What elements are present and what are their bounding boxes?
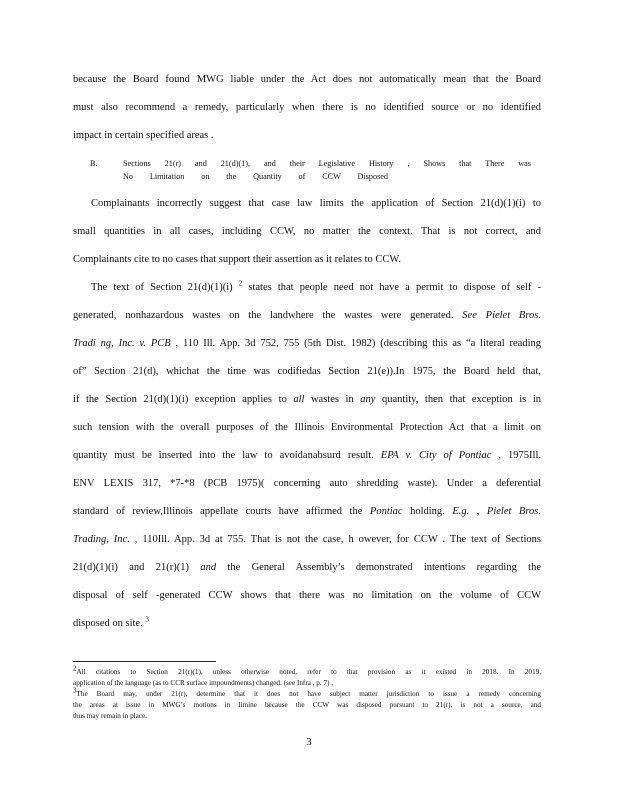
text-line-7: quantity must be inserted into the law to avoidanabsurd result. EPA v. City of Pontiac , 1975Ill. — [73, 450, 541, 461]
footnote-3-line-3: thus may remain in place. — [73, 712, 148, 720]
text-line-1: The text of Section 21(d)(1)(i) $^2$ states that people need not have a permit to dispose of self - — [91, 279, 541, 293]
section-heading-line-2: No Limitation on the Quantity of CCW Disposed — [123, 172, 388, 181]
footnote-2-line-1: $^2$All citations to Section 21(r)(1), unless otherwise noted, refer to that provision as it existed in 2018. In 2019, — [73, 664, 541, 676]
text-line-4: of” Section 21(d), whichat the time was codifiedas Section 21(e)).In 1975, the Board held that, — [73, 366, 541, 377]
text-line-10: Trading, Inc. , 110Ill. App. 3d at 755. That is not the case, h owever, for CCW . The text of Sections — [73, 534, 541, 545]
page-number: 3 — [306, 736, 312, 748]
text-line-8: ENV LEXIS 317, *7-*8 (PCB 1975)( concerning auto shredding waste). Under a deferential — [73, 478, 541, 489]
intro-line-1: because the Board found MWG liable under the Act does not automatically mean that the Board — [73, 74, 541, 85]
text-line-5: if the Section 21(d)(1)(i) exception applies to all wastes in any quantity, then that exception is in — [73, 394, 541, 405]
section-heading-line-1: Sections 21(r) and 21(d)(1), and their Legislative History , Shows that There was — [123, 159, 531, 168]
footnote-3-line-1: $^3$The Board may, under 21(r), determine that it does not have subject matter jurisdiction to issue a remedy concerning — [73, 686, 541, 698]
text-line-11: 21(d)(1)(i) and 21(r)(1) and the General Assembly’s demonstrated intentions regarding the — [73, 562, 541, 573]
text-line-3: Tradi ng, Inc. v. PCB , 110 Ill. App. 3d 752, 755 (5th Dist. 1982) (describing this as “a literal reading — [73, 338, 541, 349]
complainants-line-1: Complainants incorrectly suggest that case law limits the application of Section 21(d)(1)(i) to — [91, 198, 541, 209]
footnote-3-line-2: the areas at issue in MWG’s motions in limine because the CCW was disposed pursuant to 21(r), is not a source, and — [73, 701, 541, 709]
intro-line-3: impact in certain specified areas . — [73, 130, 214, 141]
intro-line-2: must also recommend a remedy, particularly when there is no identified source or no identified — [73, 102, 541, 113]
text-line-9: standard of review,Illinois appellate courts have affirmed the Pontiac holding. E.g. , Pielet Bros. — [73, 506, 541, 517]
text-line-13: disposed on site. $^3$ — [73, 615, 149, 629]
footnote-separator — [73, 661, 216, 662]
text-line-6: such tension with the overall purposes of the Illinois Environmental Protection Act that a limit on — [73, 422, 541, 433]
text-line-2: generated, nonhazardous wastes on the landwhere the wastes were generated. See Pielet Bros. — [73, 310, 541, 321]
complainants-line-3: Complainants cite to no cases that support their assertion as it relates to CCW. — [73, 254, 401, 265]
section-heading-label: B. — [90, 159, 98, 168]
complainants-line-2: small quantities in all cases, including CCW, no matter the context. That is not correct, and — [73, 226, 541, 237]
footnote-ref-3[interactable]: 3 — [145, 615, 149, 624]
footnote-ref-2[interactable]: 2 — [238, 279, 243, 288]
footnote-2-line-2: application of the language (as to CCR surface impoundments) changed. (see Infra , p. 7) . — [73, 679, 334, 687]
text-line-12: disposal of self -generated CCW shows that there was no limitation on the volume of CCW — [73, 590, 541, 601]
